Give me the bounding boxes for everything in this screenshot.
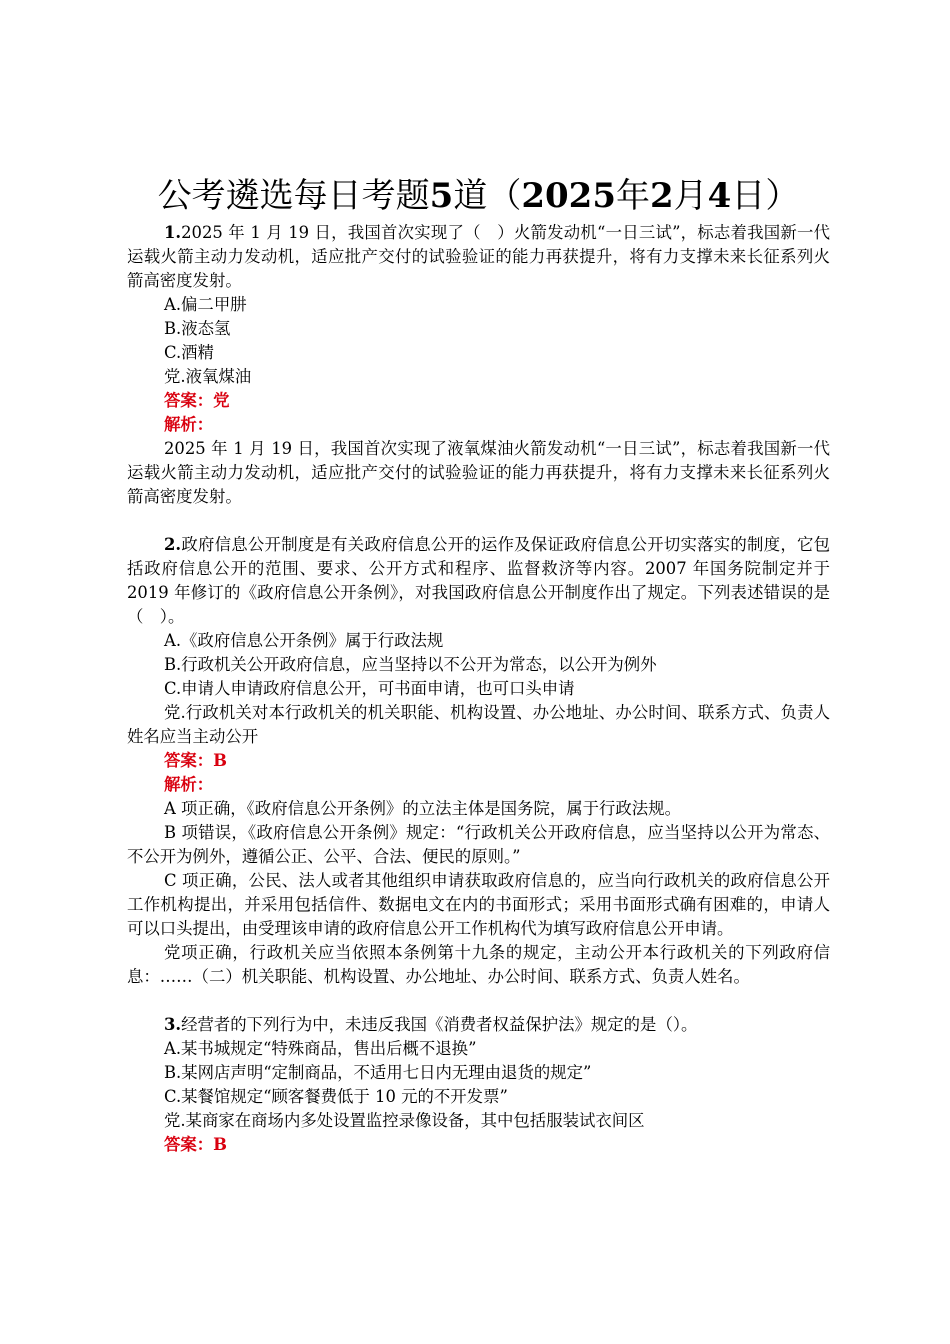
answer-label: 答案： xyxy=(164,751,214,770)
question-stem xyxy=(127,1013,830,1037)
option-a: A.偏二甲肼 xyxy=(164,295,247,314)
analysis-label: 解析： xyxy=(164,415,214,434)
answer-line xyxy=(127,389,830,413)
answer-value: B xyxy=(213,1135,228,1154)
analysis-paragraph: 党项正确，行政机关应当依照本条例第十九条的规定，主动公开本行政机关的下列政府信息：……（二）机关职能、机构设置、办公地址、办公时间、联系方式、负责人姓名。 xyxy=(127,943,830,986)
question-text: 2025 年 1 月 19 日，我国首次实现了（ ）火箭发动机“一日三试”，标志着我国新一代运载火箭主动力发动机，适应批产交付的试验验证的能力再获提升，将有力支撑未来长征系列火箭高密度发射。 xyxy=(127,223,830,290)
option-d: 党.液氧煤油 xyxy=(164,367,252,386)
answer-value: 党 xyxy=(213,391,230,410)
question-2 xyxy=(127,533,830,989)
option-c: C.某餐馆规定“顾客餐费低于 10 元的不开发票” xyxy=(164,1087,508,1106)
title-text: 公考遴选每日考题 xyxy=(157,176,430,216)
title-day: 4 xyxy=(707,176,732,216)
document-page xyxy=(127,168,830,1157)
answer-line xyxy=(127,749,830,773)
option-b: B.行政机关公开政府信息，应当坚持以不公开为常态，以公开为例外 xyxy=(164,655,657,674)
analysis-paragraph: 2025 年 1 月 19 日，我国首次实现了液氧煤油火箭发动机“一日三试”，标志着我国新一代运载火箭主动力发动机，适应批产交付的试验验证的能力再获提升，将有力支撑未来长征系列火箭高密度发射。 xyxy=(127,439,830,506)
title-count: 5 xyxy=(429,176,454,216)
question-1 xyxy=(127,221,830,509)
title-text-2: 道（ xyxy=(453,176,522,216)
question-text: 经营者的下列行为中，未违反我国《消费者权益保护法》规定的是（）。 xyxy=(181,1015,698,1034)
option-b: B.液态氢 xyxy=(164,319,231,338)
title-year-unit: 年 xyxy=(615,176,650,216)
page-title xyxy=(127,168,830,217)
title-day-unit: 日） xyxy=(731,176,800,216)
question-text: 政府信息公开制度是有关政府信息公开的运作及保证政府信息公开切实落实的制度，它包括政府信息公开的范围、要求、公开方式和程序、监督救济等内容。2007 年国务院制定并于 2019 年修订的《政府信息公开条例》，对我国政府信息公开制度作出了规定。下列表述错误的是（ ）。 xyxy=(127,535,830,626)
option-c: C.酒精 xyxy=(164,343,214,362)
option-b: B.某网店声明“定制商品，不适用七日内无理由退货的规定” xyxy=(164,1063,592,1082)
question-3 xyxy=(127,1013,830,1157)
option-d: 党.行政机关对本行政机关的机关职能、机构设置、办公地址、办公时间、联系方式、负责人姓名应当主动公开 xyxy=(127,703,830,746)
analysis-paragraph: C 项正确，公民、法人或者其他组织申请获取政府信息的，应当向行政机关的政府信息公开工作机构提出，并采用包括信件、数据电文在内的书面形式；采用书面形式确有困难的，申请人可以口头提出，由受理该申请的政府信息公开工作机构代为填写政府信息公开申请。 xyxy=(127,871,830,938)
title-year: 2025 xyxy=(521,176,616,216)
analysis-paragraph: A 项正确，《政府信息公开条例》的立法主体是国务院，属于行政法规。 xyxy=(164,799,681,818)
question-stem xyxy=(127,533,830,629)
title-month-unit: 月 xyxy=(673,176,708,216)
option-a: A.某书城规定“特殊商品，售出后概不退换” xyxy=(164,1039,477,1058)
analysis-paragraph: B 项错误，《政府信息公开条例》规定：“行政机关公开政府信息，应当坚持以公开为常态、不公开为例外，遵循公正、公平、合法、便民的原则。” xyxy=(127,823,830,866)
question-number: 1. xyxy=(164,223,182,242)
answer-label: 答案： xyxy=(164,1135,214,1154)
question-number: 2. xyxy=(164,535,182,554)
question-stem xyxy=(127,221,830,293)
option-d: 党.某商家在商场内多处设置监控录像设备，其中包括服装试衣间区 xyxy=(164,1111,645,1130)
answer-line xyxy=(127,1133,830,1157)
answer-value: B xyxy=(213,751,228,770)
question-number: 3. xyxy=(164,1015,182,1034)
answer-label: 答案： xyxy=(164,391,214,410)
title-month: 2 xyxy=(649,176,674,216)
analysis-label: 解析： xyxy=(164,775,214,794)
option-a: A.《政府信息公开条例》属于行政法规 xyxy=(164,631,444,650)
option-c: C.申请人申请政府信息公开，可书面申请，也可口头申请 xyxy=(164,679,575,698)
